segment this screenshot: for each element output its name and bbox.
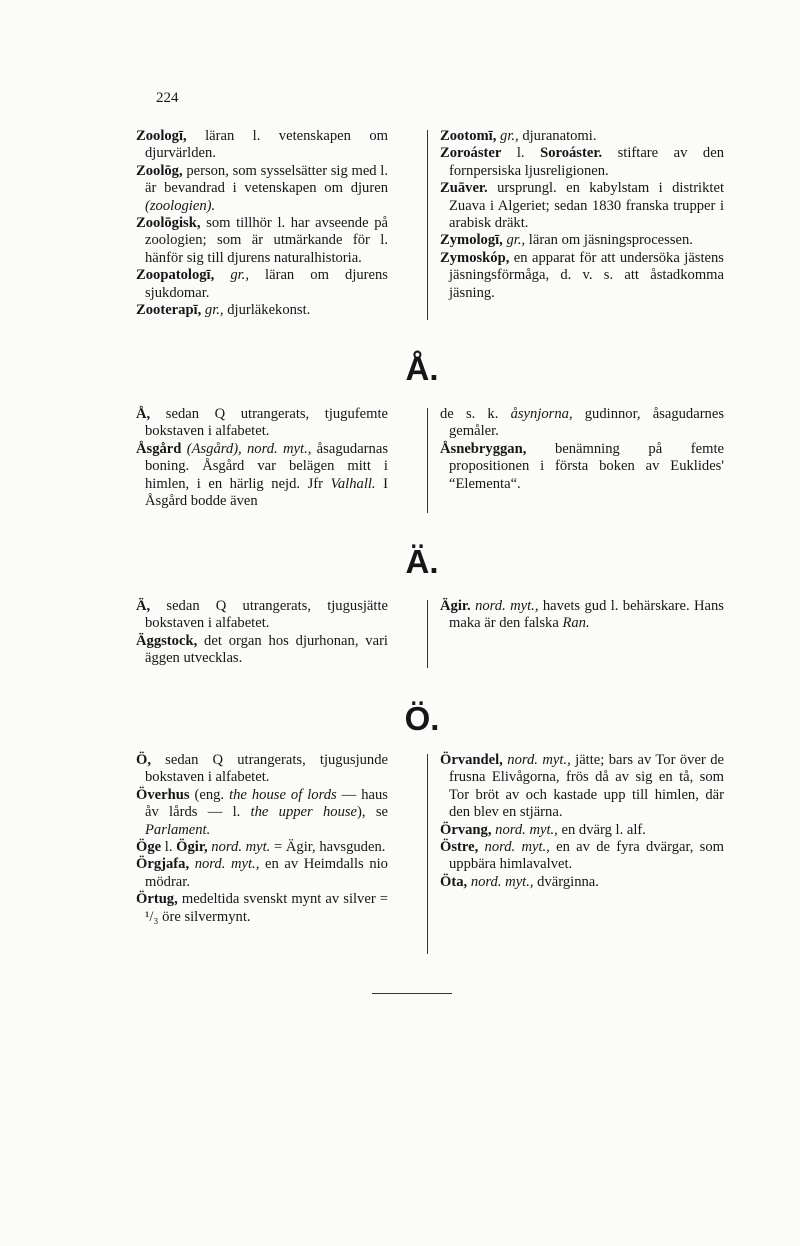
entry-text: stiftare av den fornpersiska ljusreligionen.: [449, 145, 725, 179]
entry-text: åsagudarnas boning. Åsgård var belägen mitt i himlen, i en härlig nejd. Jfr: [145, 440, 388, 492]
entry-italic: nord. myt.,: [194, 856, 260, 873]
column-left-a-ring: [136, 406, 388, 510]
entry-headword: Ä,: [136, 598, 151, 614]
entry-headword-alt: Ögir,: [176, 839, 208, 856]
entry-text: en av Heimdalls nio mödrar.: [145, 856, 388, 890]
entry-headword: Örvandel,: [440, 752, 503, 768]
column-right-o-umlaut: [440, 752, 724, 891]
entry-italic: gr.,: [506, 232, 526, 249]
entry-text: l.: [161, 839, 177, 856]
entry-italic: åsynjorna,: [510, 406, 573, 422]
column-right-a-umlaut: [440, 598, 724, 633]
dictionary-entry: [136, 839, 388, 856]
dictionary-entry: [136, 302, 388, 319]
entry-headword: Åsnebryggan,: [440, 440, 527, 457]
entry-text: person, som sysselsätter sig med l. är bevandrad i vetenskapen om djuren: [145, 162, 388, 197]
entry-headword-alt: Soroáster.: [540, 145, 603, 162]
dictionary-entry: [440, 441, 724, 493]
entry-headword: Ägir.: [440, 598, 471, 614]
dictionary-entry: [136, 752, 388, 787]
entry-headword: Zooterapī,: [136, 302, 202, 319]
dictionary-entry: [440, 145, 724, 180]
section-letter-o-umlaut: Ö.: [404, 700, 440, 737]
entry-italic: the house of lords: [229, 786, 337, 803]
entry-headword: Zoroáster: [440, 145, 502, 162]
dictionary-entry: [136, 633, 388, 668]
column-divider: [427, 600, 428, 668]
entry-text: en apparat för att undersöka jästens jäsningsförmåga, d. v. s. att åstadkomma jäsning.: [449, 249, 724, 301]
dictionary-entry: [136, 406, 388, 441]
entry-headword: Zoolōgisk,: [136, 215, 201, 232]
entry-italic: Parlament.: [145, 821, 211, 838]
entry-text: (eng.: [189, 786, 230, 803]
entry-italic: nord. myt.,: [495, 821, 558, 838]
entry-headword: Zootomī,: [440, 128, 497, 144]
entry-text: djurläkekonst.: [223, 302, 311, 319]
entry-text: = Ägir, havsguden.: [270, 839, 386, 856]
column-right-z: [440, 128, 724, 302]
entry-text: ), se: [357, 804, 388, 821]
entry-italic: the upper house: [250, 804, 358, 821]
entry-headword: Zuāver.: [440, 180, 488, 197]
entry-text: l.: [501, 145, 541, 162]
entry-italic: nord. myt.,: [475, 598, 539, 614]
entry-headword: Zoologī,: [136, 128, 187, 144]
dictionary-entry: [136, 856, 388, 891]
entry-text: dvärginna.: [533, 873, 599, 890]
entry-text: en av de fyra dvärgar, som uppbära himlavalvet.: [449, 839, 724, 873]
page-number: 224: [156, 90, 179, 106]
column-divider: [427, 754, 428, 954]
entry-headword: Zoolōg,: [136, 162, 183, 179]
entry-text: läran om jäsningsprocessen.: [525, 232, 693, 249]
entry-italic: gr.,: [204, 302, 224, 319]
entry-text: — haus åv lårds — l.: [145, 786, 388, 821]
entry-text: läran l. vetenskapen om djurvärlden.: [145, 128, 388, 162]
dictionary-entry: [440, 180, 724, 232]
entry-text: ursprungl. en kabylstam i distriktet Zuava i Algeriet; sedan 1830 franska trupper i arabisk dräkt.: [449, 180, 724, 232]
entry-headword: Överhus: [136, 786, 190, 803]
entry-headword: Östre,: [440, 839, 479, 856]
entry-text: sedan Q utrangerats, tjugufemte bokstaven i alfabetet.: [145, 406, 388, 440]
entry-italic: nord. myt.,: [507, 752, 571, 768]
column-left-a-umlaut: [136, 598, 388, 668]
entry-headword: Öta,: [440, 873, 468, 890]
entry-italic: (Asgård), nord. myt.,: [186, 440, 312, 457]
entry-headword: Örgjafa,: [136, 856, 190, 873]
entry-text: sedan Q utrangerats, tjugusjätte bokstaven i alfabetet.: [145, 598, 388, 632]
entry-headword: Ö,: [136, 752, 151, 768]
dictionary-entry: [440, 598, 724, 633]
column-right-a-ring: [440, 406, 724, 493]
entry-headword: Å,: [136, 406, 151, 422]
column-left-o-umlaut: [136, 752, 388, 926]
entry-italic: Ran.: [562, 615, 590, 632]
entry-italic: nord. myt.,: [470, 873, 534, 890]
entry-text: djuranatomi.: [518, 128, 597, 144]
dictionary-entry: [136, 267, 388, 302]
dictionary-entry: [136, 128, 388, 163]
entry-italic: (zoologien).: [145, 197, 216, 214]
entry-text: det organ hos djurhonan, vari äggen utvecklas.: [145, 632, 388, 667]
entry-italic: nord. myt.,: [484, 839, 550, 856]
entry-text: havets gud l. behärskare. Hans maka är den falska: [449, 598, 724, 632]
entry-headword: Örtug,: [136, 891, 178, 908]
entry-italic: nord. myt.: [207, 839, 271, 856]
entry-text: [214, 267, 230, 283]
entry-italic: Valhall.: [330, 475, 376, 492]
entry-text: benämning på femte propositionen i första boken av Euklides' “Elementa“.: [449, 440, 724, 492]
entry-headword: Zymologī,: [440, 232, 503, 249]
entry-text: gudinnor, åsagudarnes gemåler.: [449, 406, 725, 440]
entry-italic: gr.,: [500, 128, 519, 144]
entry-headword: Äggstock,: [136, 632, 198, 649]
dictionary-entry: [136, 598, 388, 633]
dictionary-entry: [440, 128, 724, 145]
dictionary-entry: [440, 874, 724, 891]
section-letter-a-umlaut: Ä.: [405, 543, 439, 580]
entry-text: medeltida svenskt mynt av silver = ¹/₃ öre silvermynt.: [145, 891, 388, 925]
entry-text: läran om djurens sjukdomar.: [145, 267, 388, 301]
entry-text: sedan Q utrangerats, tjugusjunde bokstaven i alfabetet.: [145, 752, 388, 786]
entry-headword: Zymoskóp,: [440, 249, 510, 266]
column-divider: [427, 130, 428, 320]
dictionary-entry: [136, 215, 388, 267]
dictionary-entry: [440, 839, 724, 874]
entry-headword: Örvang,: [440, 821, 492, 838]
entry-headword: Åsgård: [136, 440, 182, 457]
dictionary-entry: [136, 891, 388, 926]
column-left-z: [136, 128, 388, 319]
column-divider: [427, 408, 428, 513]
entry-headword: Öge: [136, 839, 162, 856]
entry-text: en dvärg l. alf.: [557, 821, 646, 838]
entry-text: jätte; bars av Tor över de frusna Elivågorna, frös då av sig en tå, som Tor bröt av och kastade upp till himlen, där den blev en stjärna.: [449, 752, 724, 821]
dictionary-entry: [440, 406, 724, 441]
section-letter-a-ring: Å.: [405, 350, 439, 387]
dictionary-entry: [440, 822, 724, 839]
dictionary-entry: [136, 441, 388, 511]
dictionary-entry: [136, 787, 388, 839]
dictionary-entry: [440, 752, 724, 822]
dictionary-entry: [440, 250, 724, 302]
dictionary-entry: [136, 163, 388, 215]
entry-text: som tillhör l. har avseende på zoologien; som är utmärkande för l. hänför sig till djurens naturalhistoria.: [145, 215, 388, 266]
footer-rule: [372, 993, 452, 994]
entry-headword: Zoopatologī,: [136, 267, 215, 284]
entry-text: I Åsgård bodde även: [145, 475, 388, 510]
entry-text: de s. k.: [440, 406, 511, 422]
dictionary-entry: [440, 232, 724, 249]
entry-italic: gr.,: [230, 267, 249, 284]
